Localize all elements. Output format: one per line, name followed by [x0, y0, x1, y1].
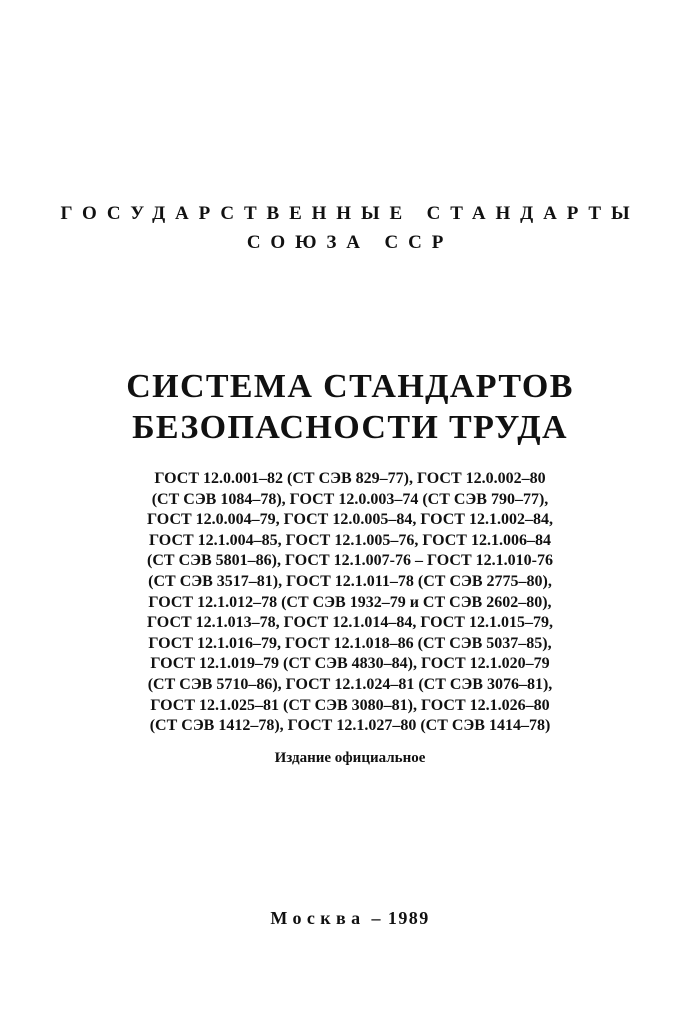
- standards-line: ГОСТ 12.1.012–78 (СТ СЭВ 1932–79 и СТ СЭВ 2602–80),: [148, 593, 552, 611]
- standards-line: ГОСТ 12.0.001–82 (СТ СЭВ 829–77), ГОСТ 12.0.002–80: [154, 470, 546, 487]
- imprint-year: 1989: [387, 908, 430, 928]
- standards-line: (СТ СЭВ 3517–81), ГОСТ 12.1.011–78 (СТ СЭВ 2775–80),: [148, 572, 552, 590]
- publisher-header-line-2: СОЮЗА ССР: [246, 232, 454, 253]
- standards-line: ГОСТ 12.1.004–85, ГОСТ 12.1.005–76, ГОСТ 12.1.006–84: [149, 531, 551, 549]
- document-title-line-2: БЕЗОПАСНОСТИ ТРУДА: [132, 409, 568, 446]
- standards-line: ГОСТ 12.1.025–81 (СТ СЭВ 3080–81), ГОСТ 12.1.026–80: [150, 696, 550, 714]
- standards-list: [0, 469, 700, 737]
- document-title-line-1: СИСТЕМА СТАНДАРТОВ: [126, 368, 574, 405]
- standards-line: ГОСТ 12.0.004–79, ГОСТ 12.0.005–84, ГОСТ 12.1.002–84,: [147, 511, 553, 529]
- standards-line: ГОСТ 12.1.019–79 (СТ СЭВ 4830–84), ГОСТ 12.1.020–79: [150, 655, 550, 673]
- edition-note: Издание официальное: [274, 750, 426, 766]
- standards-line: (СТ СЭВ 1084–78), ГОСТ 12.0.003–74 (СТ СЭВ 790–77),: [151, 490, 549, 508]
- standards-line: (СТ СЭВ 5710–86), ГОСТ 12.1.024–81 (СТ СЭВ 3076–81),: [147, 675, 553, 693]
- standards-line: ГОСТ 12.1.016–79, ГОСТ 12.1.018–86 (СТ СЭВ 5037–85),: [148, 634, 552, 652]
- standards-line: ГОСТ 12.1.013–78, ГОСТ 12.1.014–84, ГОСТ 12.1.015–79,: [147, 614, 553, 632]
- imprint-city: Москва: [270, 908, 366, 928]
- publisher-header-line-1: ГОСУДАРСТВЕННЫЕ СТАНДАРТЫ: [60, 203, 640, 224]
- imprint-footer: [0, 908, 700, 929]
- imprint-separator: –: [365, 908, 388, 928]
- standards-line: (СТ СЭВ 5801–86), ГОСТ 12.1.007-76 – ГОСТ 12.1.010-76: [147, 552, 553, 570]
- standards-line: (СТ СЭВ 1412–78), ГОСТ 12.1.027–80 (СТ СЭВ 1414–78): [149, 717, 551, 735]
